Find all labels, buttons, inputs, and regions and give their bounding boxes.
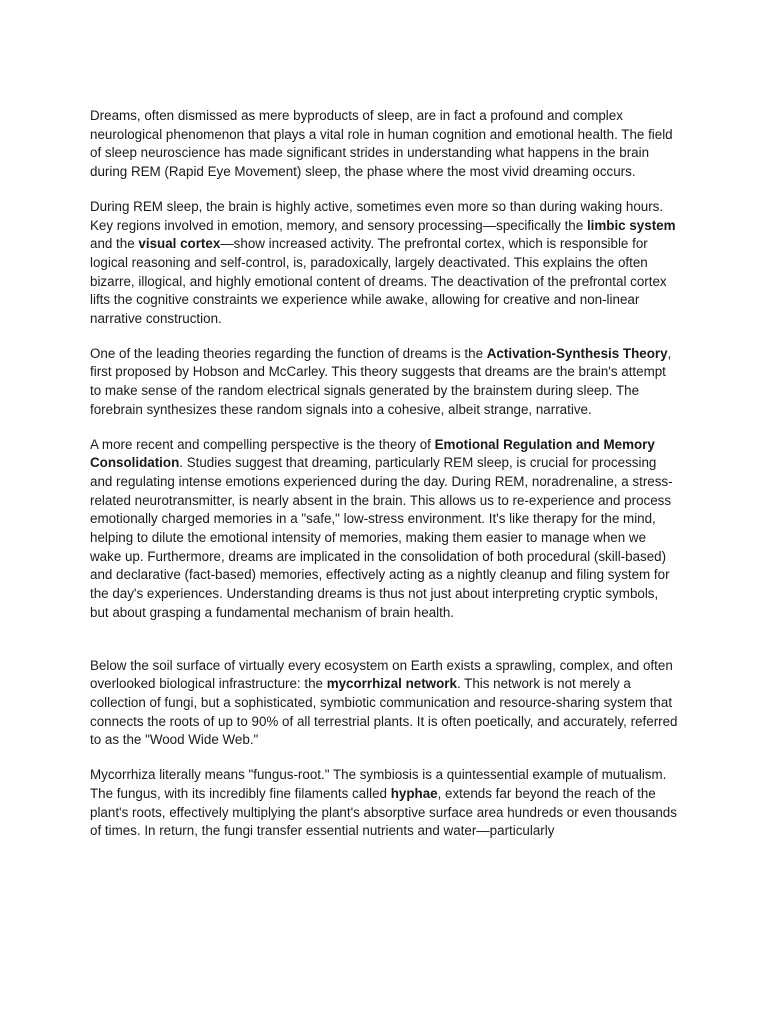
text-run: . Studies suggest that dreaming, particularly REM sleep, is crucial for processing and regulating intense emotions experienced during the day. During REM, noradrenaline, a stress-related neurotransmitter, is nearly absent in the brain. This allows us to re-experience and process emotionally charged memories in a "safe," low-stress environment. It's like therapy for the mind, helping to dilute the emotional intensity of memories, making them easier to manage when we wake up. Furthermore, dreams are implicated in the consolidation of both procedural (skill-based) and declarative (fact-based) memories, effectively acting as a nightly cleanup and filing system for the day's experiences. Understanding dreams is thus not just about interpreting cryptic symbols, but about grasping a fundamental mechanism of brain health. [90,455,673,620]
text-run: and the [90,236,139,252]
text-run: During REM sleep, the brain is highly active, sometimes even more so than during waking hours. Key regions involved in emotion, memory, and sensory processing—specifically the [90,198,664,233]
text-run: , first proposed by Hobson and McCarley. This theory suggests that dreams are the brain's attempt to make sense of the random electrical signals generated by the brainstem during sleep. The forebrain synthesizes these random signals into a cohesive, albeit strange, narrative. [90,345,672,417]
paragraph-rem-activity [90,198,678,329]
paragraph-mycorrhizal-intro [90,657,678,751]
paragraph-activation-synthesis [90,345,678,420]
text-run: Mycorrhiza literally means "fungus-root." The symbiosis is a quintessential example of mutualism. The fungus, with its incredibly fine filaments called [90,767,667,801]
text-run: Dreams, often dismissed as mere byproducts of sleep, are in fact a profound and complex neurological phenomenon that plays a vital role in human cognition and emotional health. The field of sleep neuroscience has made significant strides in understanding what happens in the brain during REM (Rapid Eye Movement) sleep, the phase where the most vivid dreaming occurs. [90,108,673,180]
paragraph-dreams-intro [90,107,678,182]
paragraph-mycorrhiza-symbiosis [90,766,678,841]
text-run: —show increased activity. The prefrontal cortex, which is responsible for logical reasoning and self-control, is, paradoxically, largely deactivated. This explains the often bizarre, illogical, and highly emotional content of dreams. The deactivation of the prefrontal cortex lifts the cognitive constraints we experience while awake, allowing for creative and non-linear narrative construction. [90,236,667,327]
bold-term: limbic system [586,217,676,233]
bold-term: visual cortex [138,236,221,252]
text-run: One of the leading theories regarding the function of dreams is the [90,345,487,361]
document-page [90,107,678,857]
text-run: . This network is not merely a collection of fungi, but a sophisticated, symbiotic communication and resource-sharing system that connects the roots of up to 90% of all terrestrial plants. It is often poetically, and accurately, referred to as the "Wood Wide Web." [90,676,678,748]
bold-term: Activation-Synthesis Theory [486,345,668,361]
text-run: , extends far beyond the reach of the plant's roots, effectively multiplying the plant's absorptive surface area hundreds or even thousands of times. In return, the fungi transfer essential nutrients and water—particularly [90,785,677,839]
paragraph-emotional-regulation [90,436,678,623]
bold-term: mycorrhizal network [326,676,457,692]
text-run: Below the soil surface of virtually every ecosystem on Earth exists a sprawling, complex, and often overlooked biological infrastructure: the [90,657,673,692]
text-run: A more recent and compelling perspective is the theory of [90,436,435,452]
bold-term: hyphae [390,785,438,801]
bold-term: Emotional Regulation and Memory Consolidation [90,436,655,471]
